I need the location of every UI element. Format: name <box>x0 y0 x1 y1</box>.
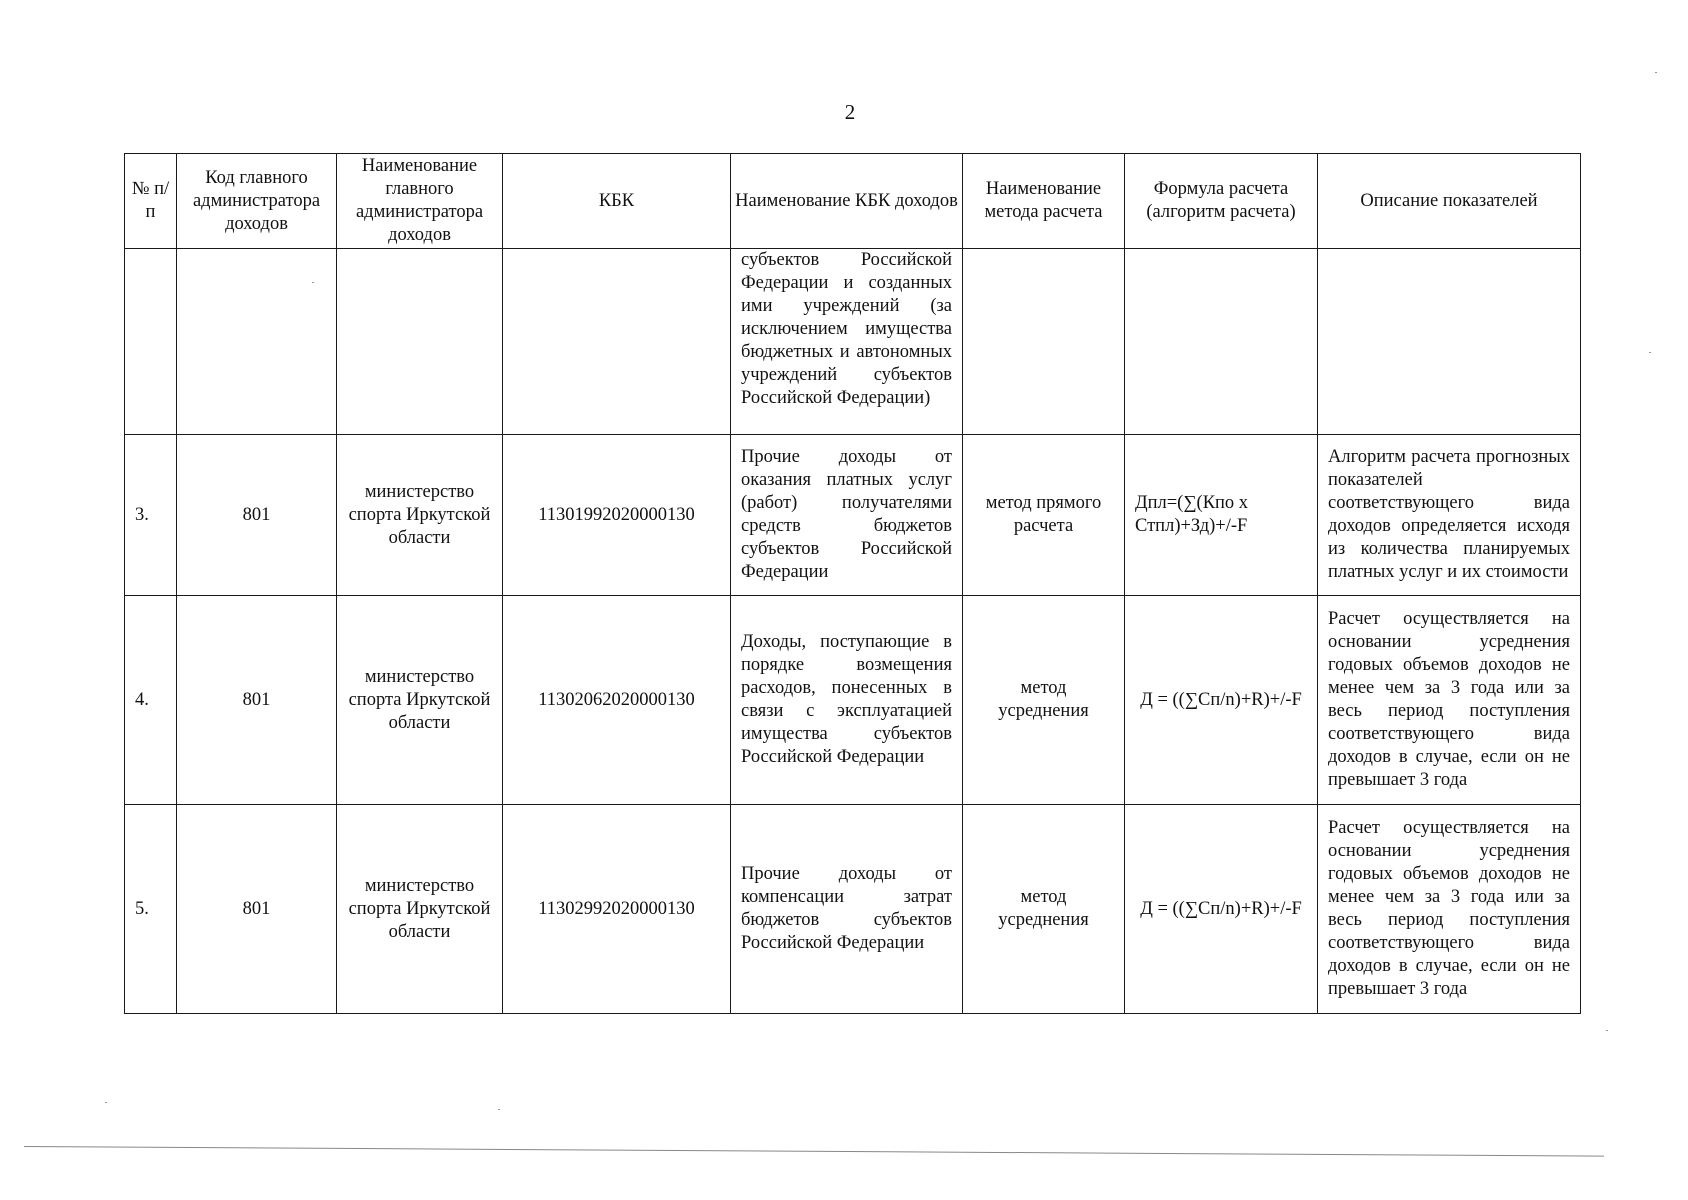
cell-kbk-name: субъектов Российской Федерации и созданных ими учреждений (за исключением имущества бюджетных и автономных учреждений субъектов Российской Федерации) <box>731 249 963 435</box>
cell-admin-code <box>177 249 337 435</box>
table-row-continuation <box>125 249 1581 435</box>
cell-formula: Д = ((∑Сп/n)+R)+/-F <box>1125 805 1318 1014</box>
header-kbk-name: Наименование КБК доходов <box>731 154 963 249</box>
scan-edge-line <box>24 1146 1604 1157</box>
scan-speck <box>1655 72 1657 73</box>
cell-formula: Дпл=(∑(Кпо х Стпл)+Зд)+/-F <box>1125 435 1318 596</box>
header-kbk: КБК <box>503 154 731 249</box>
scan-speck <box>1606 1030 1608 1031</box>
cell-number: 4. <box>125 596 177 805</box>
scan-speck <box>498 1109 500 1110</box>
cell-kbk: 11302992020000130 <box>503 805 731 1014</box>
header-method: Наименование метода расчета <box>963 154 1125 249</box>
table-row <box>125 596 1581 805</box>
cell-kbk-name: Прочие доходы от оказания платных услуг (работ) получателями средств бюджетов субъектов Российской Федерации <box>731 435 963 596</box>
cell-admin-name <box>337 249 503 435</box>
scan-speck <box>105 1102 107 1103</box>
cell-method <box>963 249 1125 435</box>
cell-admin-code: 801 <box>177 805 337 1014</box>
header-admin-name: Наименование главного администратора доходов <box>337 154 503 249</box>
cell-formula <box>1125 249 1318 435</box>
scan-speck <box>1649 352 1651 353</box>
cell-method: метод прямого расчета <box>963 435 1125 596</box>
cell-description: Расчет осуществляется на основании усреднения годовых объемов доходов не менее чем за 3 года или за весь период поступления соответствующего вида доходов в случае, если он не превышает 3 года <box>1318 805 1581 1014</box>
cell-kbk: 11302062020000130 <box>503 596 731 805</box>
revenue-forecast-table <box>124 153 1581 1014</box>
cell-kbk-name: Прочие доходы от компенсации затрат бюджетов субъектов Российской Федерации <box>731 805 963 1014</box>
cell-kbk-name: Доходы, поступающие в порядке возмещения расходов, понесенных в связи с эксплуатацией имущества субъектов Российской Федерации <box>731 596 963 805</box>
cell-kbk <box>503 249 731 435</box>
cell-admin-code: 801 <box>177 596 337 805</box>
cell-description: Расчет осуществляется на основании усреднения годовых объемов доходов не менее чем за 3 года или за весь период поступления соответствующего вида доходов в случае, если он не превышает 3 года <box>1318 596 1581 805</box>
table-row <box>125 805 1581 1014</box>
header-description: Описание показателей <box>1318 154 1581 249</box>
cell-admin-name: министерство спорта Иркутской области <box>337 805 503 1014</box>
table-header-row <box>125 154 1581 249</box>
header-admin-code: Код главного администратора доходов <box>177 154 337 249</box>
cell-description <box>1318 249 1581 435</box>
header-number: № п/п <box>125 154 177 249</box>
cell-admin-code: 801 <box>177 435 337 596</box>
cell-number <box>125 249 177 435</box>
cell-admin-name: министерство спорта Иркутской области <box>337 435 503 596</box>
cell-description: Алгоритм расчета прогнозных показателей соответствующего вида доходов определяется исходя из количества планируемых платных услуг и их стоимости <box>1318 435 1581 596</box>
cell-formula: Д = ((∑Сп/n)+R)+/-F <box>1125 596 1318 805</box>
header-formula: Формула расчета (алгоритм расчета) <box>1125 154 1318 249</box>
cell-number: 5. <box>125 805 177 1014</box>
cell-admin-name: министерство спорта Иркутской области <box>337 596 503 805</box>
cell-method: метод усреднения <box>963 805 1125 1014</box>
table-row <box>125 435 1581 596</box>
page-number: 2 <box>844 100 856 124</box>
cell-kbk: 11301992020000130 <box>503 435 731 596</box>
cell-number: 3. <box>125 435 177 596</box>
scan-speck <box>312 282 314 283</box>
cell-method: метод усреднения <box>963 596 1125 805</box>
